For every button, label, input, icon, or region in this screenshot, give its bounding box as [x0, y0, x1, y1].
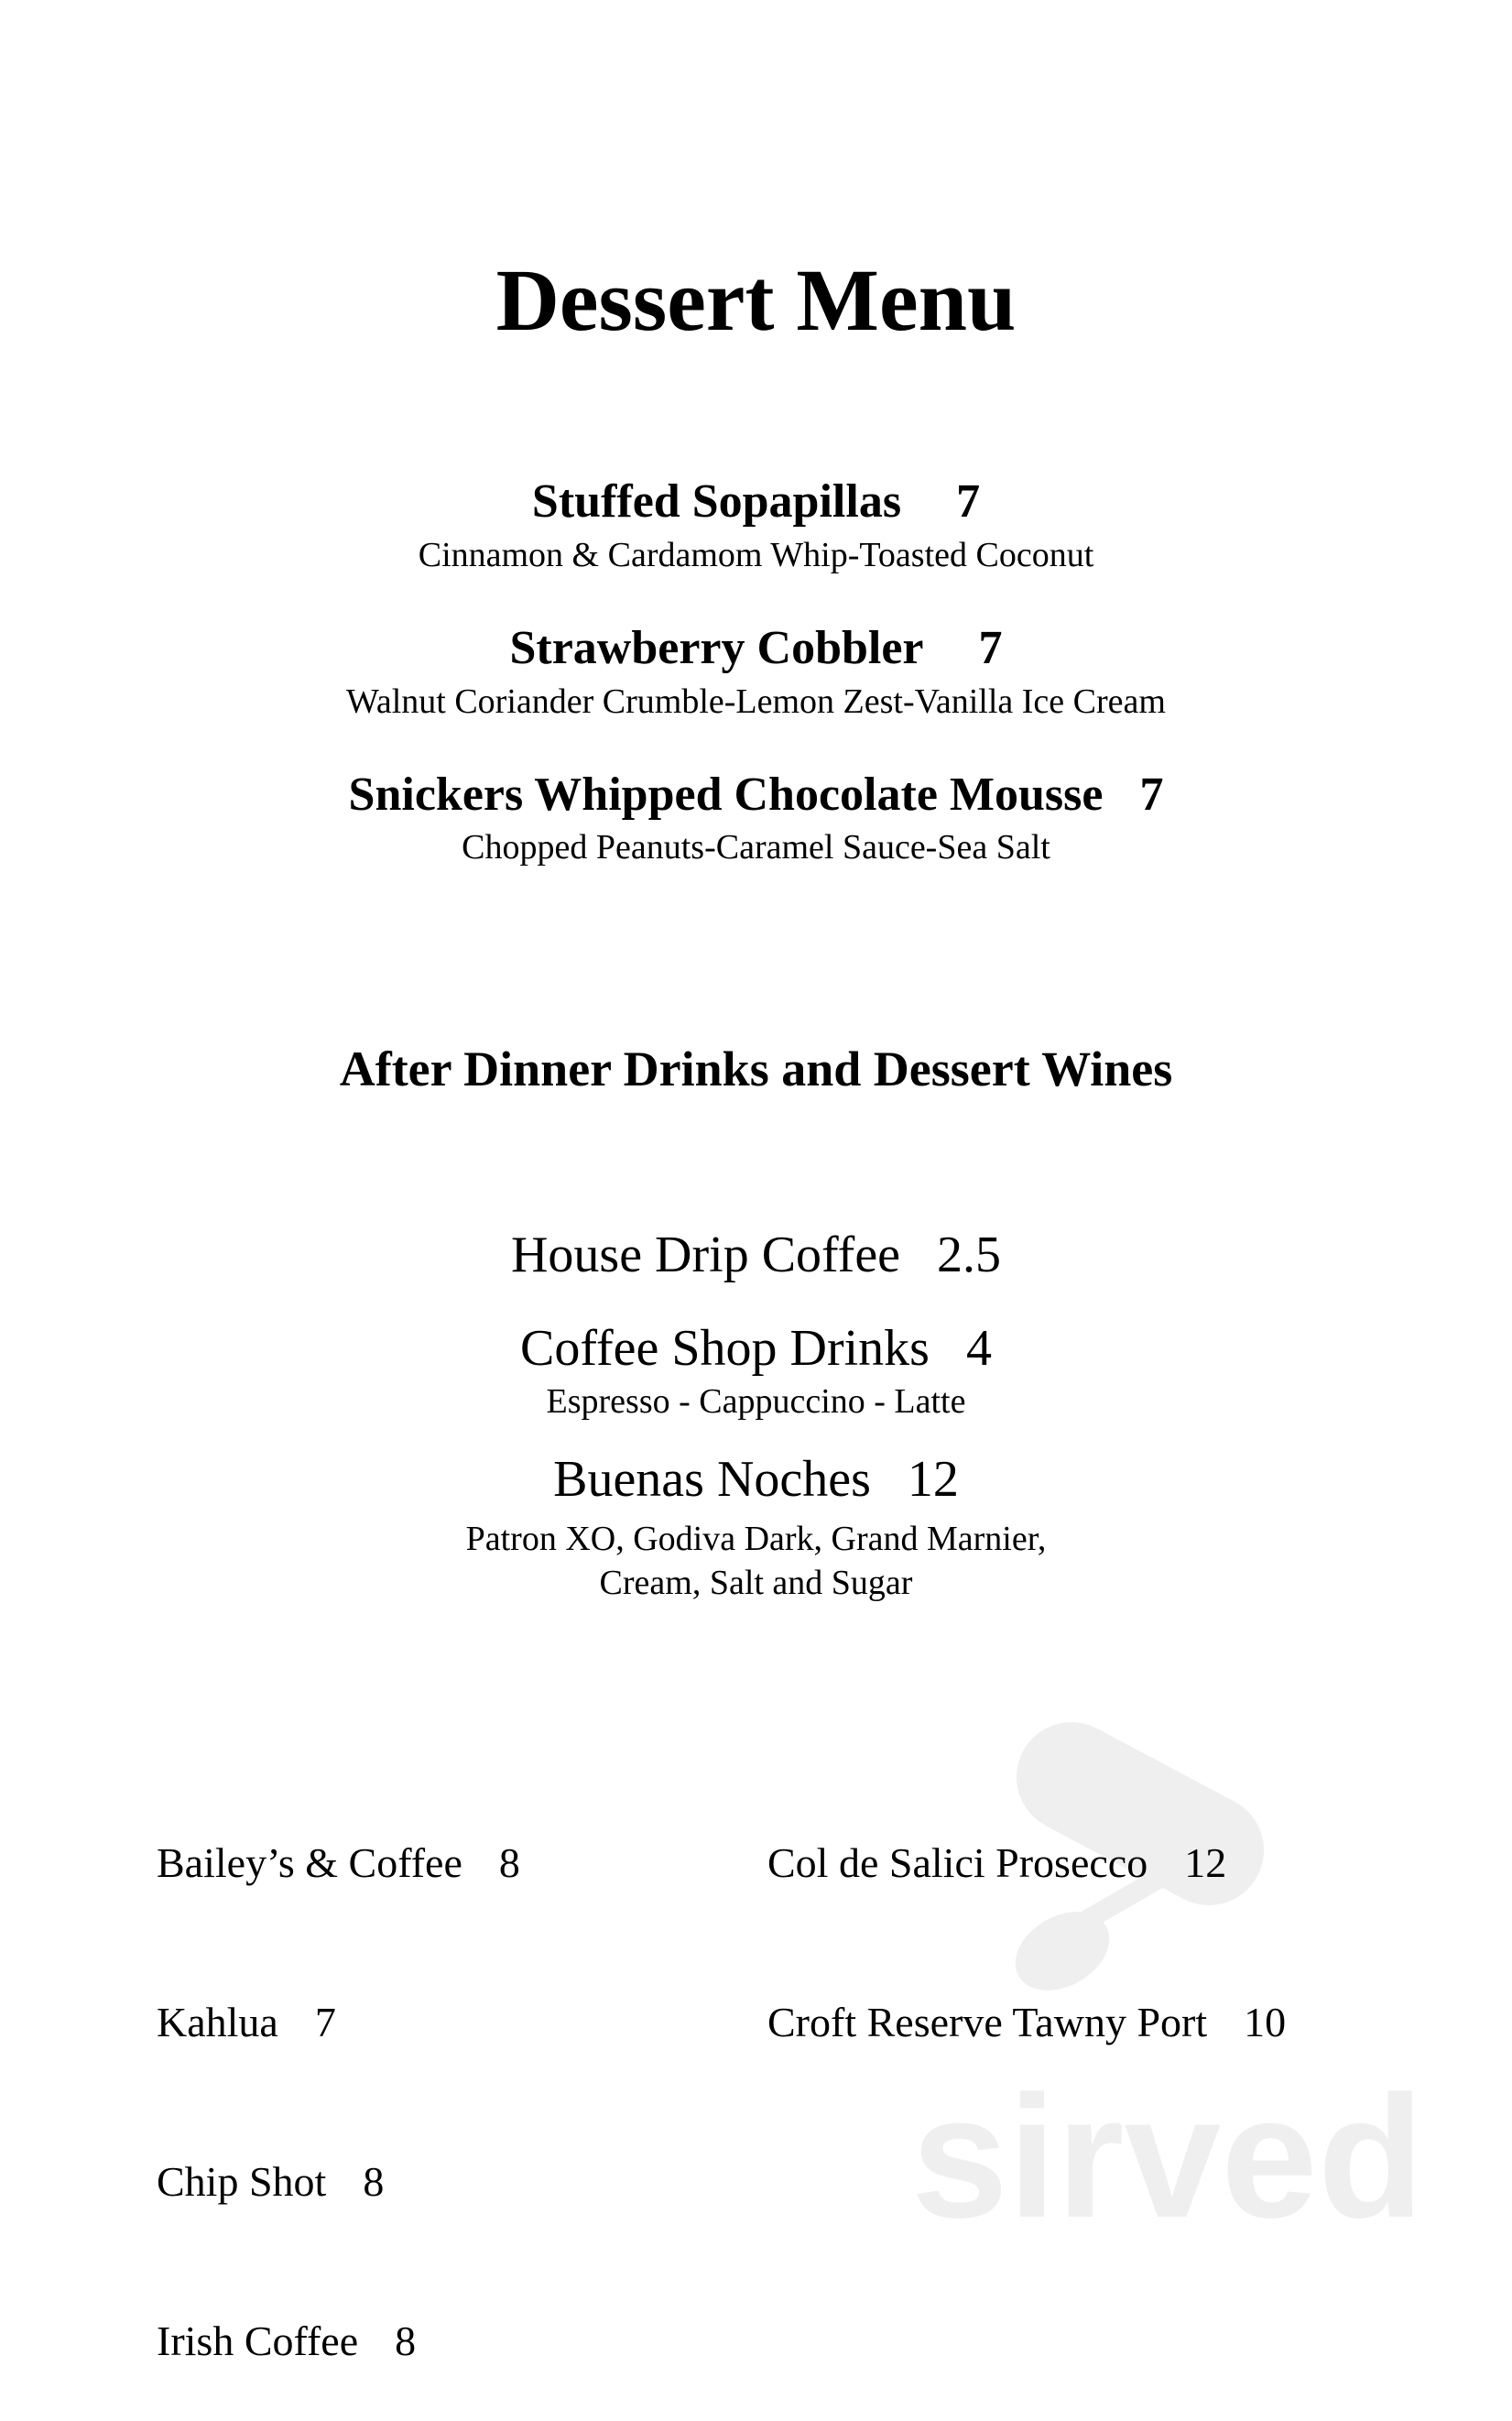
dessert-name: Stuffed Sopapillas	[531, 475, 902, 528]
dessert-name: Snickers Whipped Chocolate Mousse	[348, 769, 1104, 821]
item-name: Chip Shot	[157, 2158, 327, 2205]
dessert-price: 7	[956, 475, 981, 528]
item-price: 12	[1184, 1839, 1227, 1886]
dessert-description: Cinnamon & Cardamom Whip-Toasted Coconut	[418, 536, 1094, 574]
right-drink-list	[767, 1730, 1286, 2102]
item-price: 8	[363, 2158, 385, 2205]
item-price: 10	[1244, 1999, 1287, 2045]
drinks-heading: After Dinner Drinks and Dessert Wines	[339, 1041, 1173, 1096]
dessert-price: 7	[1139, 769, 1164, 821]
drink-price: 12	[907, 1451, 959, 1508]
item-name: Col de Salici Prosecco	[767, 1839, 1148, 1886]
item-price: 7	[314, 1999, 336, 2045]
list-item	[157, 2155, 520, 2208]
page-title: Dessert Menu	[495, 251, 1017, 349]
item-price: 8	[395, 2317, 417, 2364]
list-item	[157, 1837, 520, 1890]
left-drink-list	[157, 1730, 520, 2421]
dessert-item	[0, 771, 1512, 819]
drink-name: Coffee Shop Drinks	[520, 1320, 930, 1377]
item-name: Irish Coffee	[157, 2317, 359, 2364]
drink-price: 4	[965, 1320, 992, 1377]
item-name: Bailey’s & Coffee	[157, 1839, 462, 1886]
drink-price: 2.5	[937, 1227, 1002, 1283]
drink-name: Buenas Noches	[553, 1451, 871, 1508]
drink-description: Patron XO, Godiva Dark, Grand Marnier,	[465, 1520, 1047, 1558]
dessert-name: Strawberry Cobbler	[509, 622, 924, 674]
item-name: Croft Reserve Tawny Port	[767, 1999, 1208, 2045]
svg-text:sirved: sirved	[911, 2060, 1424, 2235]
list-item	[157, 2315, 520, 2368]
dessert-item	[0, 475, 1512, 528]
item-price: 8	[498, 1839, 520, 1886]
list-item	[767, 1996, 1286, 2049]
drink-description: Cream, Salt and Sugar	[599, 1564, 913, 1602]
drink-description: Espresso - Cappuccino - Latte	[546, 1382, 966, 1421]
dessert-description: Chopped Peanuts-Caramel Sauce-Sea Salt	[462, 828, 1050, 867]
item-name: Kahlua	[157, 1999, 278, 2045]
drink-item	[0, 1229, 1512, 1281]
dessert-price: 7	[978, 622, 1003, 674]
drink-name: House Drip Coffee	[510, 1227, 901, 1283]
drink-item	[0, 1451, 1512, 1508]
drink-item	[0, 1320, 1512, 1377]
list-item	[157, 1996, 520, 2049]
dessert-item	[0, 622, 1512, 674]
list-item	[767, 1837, 1286, 1890]
dessert-description: Walnut Coriander Crumble-Lemon Zest-Vanilla Ice Cream	[346, 682, 1166, 721]
